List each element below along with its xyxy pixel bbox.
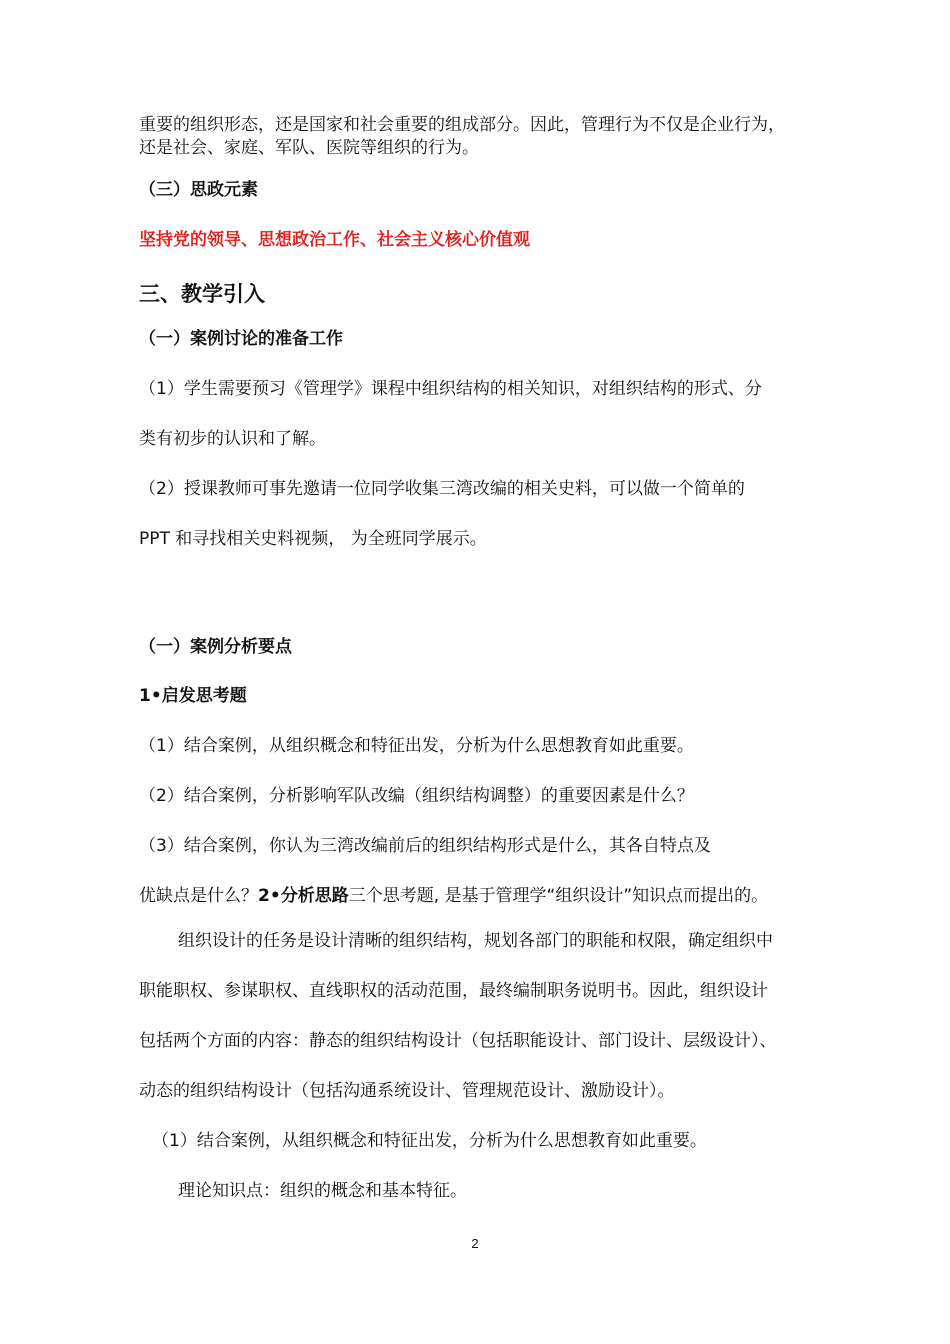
section-heading-preparation: （一）案例讨论的准备工作: [139, 329, 343, 349]
page-number: 2: [471, 1236, 479, 1251]
paragraph-line: （1）学生需要预习《管理学》课程中组织结构的相关知识，对组织结构的形式、分: [139, 379, 762, 399]
section-heading-analysis-points: （一）案例分析要点: [139, 637, 292, 657]
paragraph-line: 还是社会、家庭、军队、医院等组织的行为。: [139, 138, 479, 158]
paragraph-line: 重要的组织形态，还是国家和社会重要的组成部分。因此，管理行为不仅是企业行为，: [139, 115, 785, 135]
paragraph-line: 职能职权、参谋职权、直线职权的活动范围，最终编制职务说明书。因此，组织设计: [139, 981, 768, 1001]
text-run: 三个思考题, 是基于管理学“组织设计”知识点而提出的。: [348, 886, 769, 906]
paragraph-line: 动态的组织结构设计（包括沟通系统设计、管理规范设计、激励设计）。: [139, 1081, 675, 1101]
paragraph-line: 包括两个方面的内容：静态的组织结构设计（包括职能设计、部门设计、层级设计）、: [139, 1031, 777, 1051]
question-item: （2）结合案例，分析影响军队改编（组织结构调整）的重要因素是什么？: [139, 786, 694, 806]
chapter-heading-teaching-intro: 三、教学引入: [139, 282, 265, 306]
paragraph-line-mixed: [139, 884, 768, 908]
question-item: （1）结合案例，从组织概念和特征出发，分析为什么思想教育如此重要。: [152, 1131, 707, 1151]
subheading-questions: 1•启发思考题: [139, 686, 247, 706]
paragraph-line: 类有初步的认识和了解。: [139, 429, 326, 449]
paragraph-line-indented: 组织设计的任务是设计清晰的组织结构，规划各部门的职能和权限，确定组织中: [178, 931, 773, 951]
sizheng-elements-text: 坚持党的领导、思想政治工作、社会主义核心价值观: [139, 230, 530, 250]
paragraph-line: （2）授课教师可事先邀请一位同学收集三湾改编的相关史料，可以做一个简单的: [139, 479, 745, 499]
inline-heading-analysis-approach: 2•分析思路: [258, 886, 349, 906]
question-item: （3）结合案例，你认为三湾改编前后的组织结构形式是什么，其各自特点及: [139, 836, 711, 856]
question-item: （1）结合案例，从组织概念和特征出发，分析为什么思想教育如此重要。: [139, 736, 694, 756]
text-run: 优缺点是什么？: [139, 886, 258, 906]
section-heading-sizheng: （三）思政元素: [139, 180, 258, 200]
theory-point-line: 理论知识点：组织的概念和基本特征。: [178, 1181, 467, 1201]
paragraph-line: PPT 和寻找相关史料视频， 为全班同学展示。: [139, 529, 487, 549]
